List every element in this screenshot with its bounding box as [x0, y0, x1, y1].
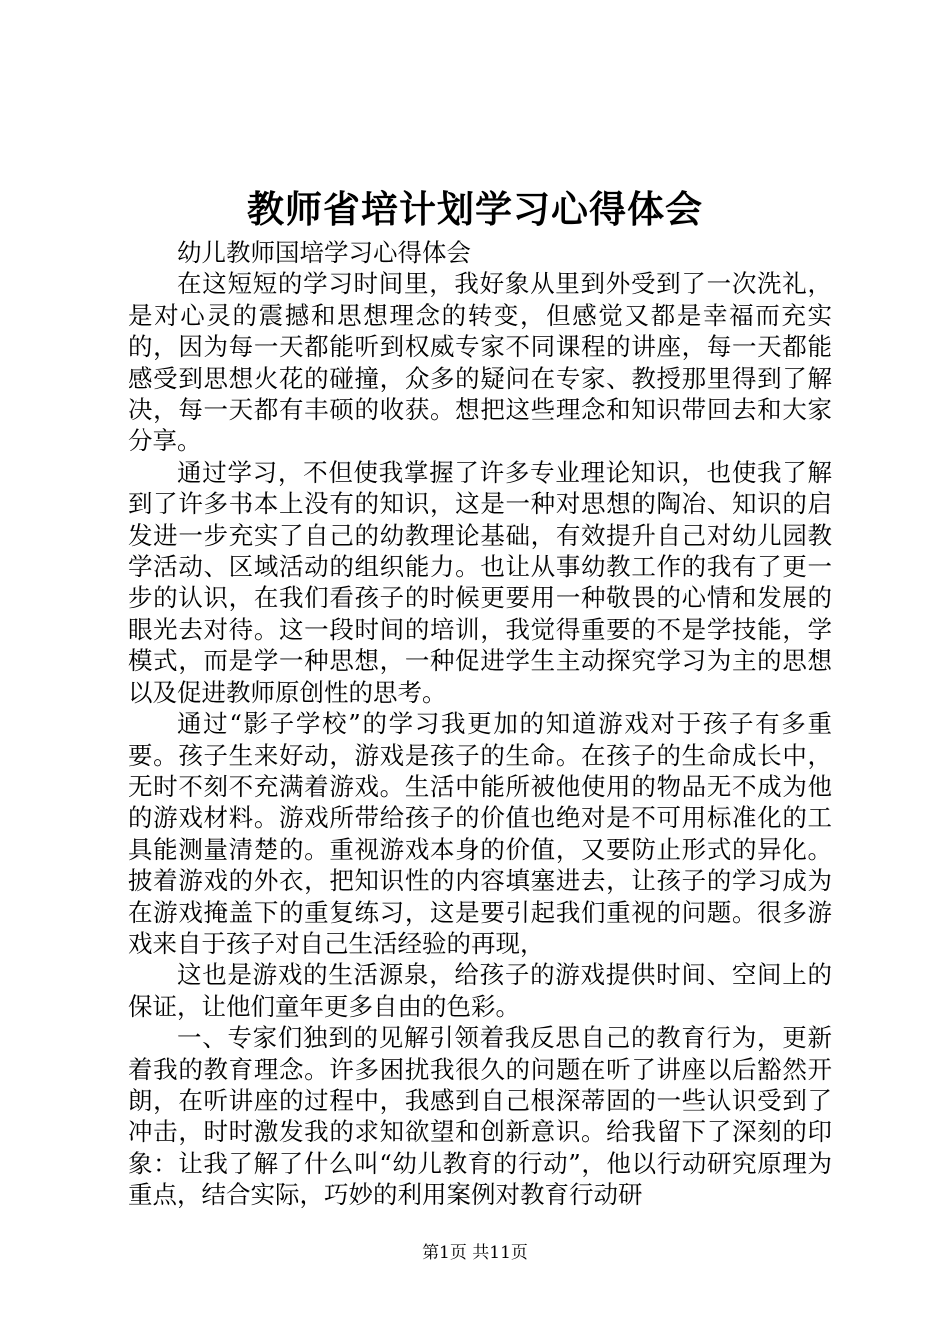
paragraph: 通过学习，不但使我掌握了许多专业理论知识，也使我了解到了许多书本上没有的知识，这是一种对思想的陶冶、知识的启发进一步充实了自己的幼教理论基础，有效提升自己对幼儿园教学活动、区域活动的组织能力。也让从事幼教工作的我有了更一步的认识，在我们看孩子的时候更要用一种敬畏的心情和发展的眼光去对待。这一段时间的培训，我觉得重要的不是学技能，学模式，而是学一种思想，一种促进学生主动探究学习为主的思想以及促进教师原创性的思考。: [128, 457, 832, 707]
document-title: 教师省培计划学习心得体会: [247, 187, 703, 231]
paragraph: 这也是游戏的生活源泉，给孩子的游戏提供时间、空间上的保证，让他们童年更多自由的色彩。: [128, 960, 832, 1021]
document-body: [128, 237, 832, 1211]
paragraph: 通过“影子学校”的学习我更加的知道游戏对于孩子有多重要。孩子生来好动，游戏是孩子的生命。在孩子的生命成长中，无时不刻不充满着游戏。生活中能所被他使用的物品无不成为他的游戏材料。游戏所带给孩子的价值也绝对是不可用标准化的工具能测量清楚的。重视游戏本身的价值，又要防止形式的异化。披着游戏的外衣，把知识性的内容填塞进去，让孩子的学习成为在游戏掩盖下的重复练习，这是要引起我们重视的问题。很多游戏来自于孩子对自己生活经验的再现，: [128, 709, 832, 958]
paragraph: 一、专家们独到的见解引领着我反思自己的教育行为，更新着我的教育理念。许多困扰我很久的问题在听了讲座以后豁然开朗，在听讲座的过程中，我感到自己根深蒂固的一些认识受到了冲击，时时激发我的求知欲望和创新意识。给我留下了深刻的印象：让我了解了什么叫“幼儿教育的行动”，他以行动研究原理为重点，结合实际，巧妙的利用案例对教育行动研: [128, 1023, 832, 1210]
page-number-footer: 第1页 共11页: [422, 1243, 528, 1263]
paragraph-subtitle: 幼儿教师国培学习心得体会: [177, 238, 471, 267]
paragraph: 在这短短的学习时间里，我好象从里到外受到了一次洗礼，是对心灵的震撼和思想理念的转变，但感觉又都是幸福而充实的，因为每一天都能听到权威专家不同课程的讲座，每一天都能感受到思想火花的碰撞，众多的疑问在专家、教授那里得到了解决，每一天都有丰硕的收获。想把这些理念和知识带回去和大家分享。: [128, 269, 832, 456]
